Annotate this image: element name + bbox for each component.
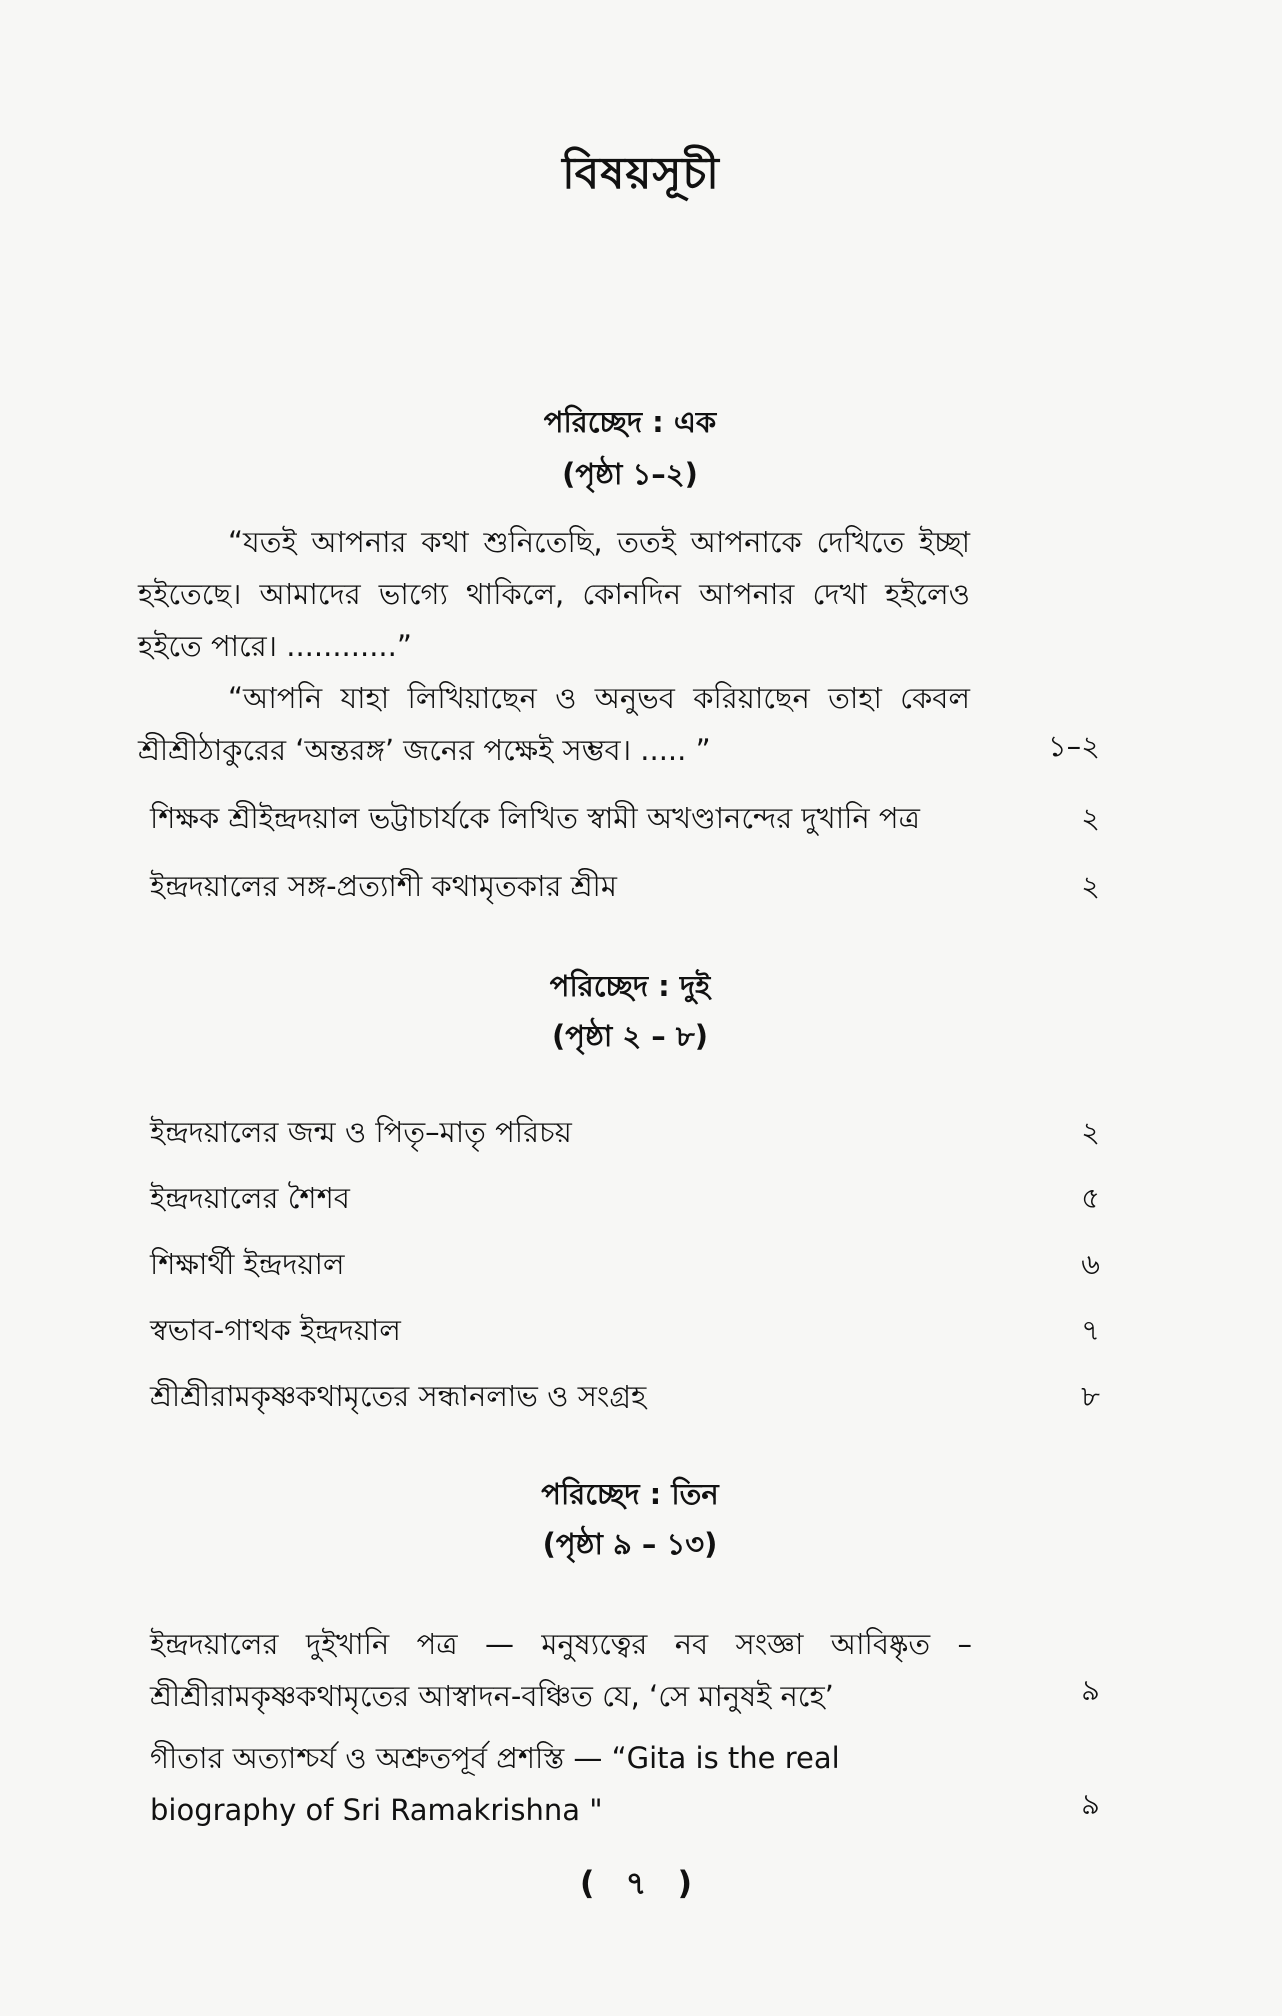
page-title: বিষয়সূচী (562, 148, 720, 199)
quote-1: “যতই আপনার কথা শুনিতেছি, ততই আপনাকে দেখিতে ইচ্ছা হইতেছে। আমাদের ভাগ্যে থাকিলে, কোনদিন আপনার দেখা হইলেও হইতে পারে। ............” (138, 525, 970, 663)
toc-page-number: ২ (1081, 801, 1100, 835)
chapter-2-pages: (পৃষ্ঠা ২ – ৮) (552, 1019, 708, 1053)
chapter-1-quotes (138, 516, 970, 776)
toc-entry: ইন্দ্রদয়ালের সঙ্গ-প্রত্যাশী কথামৃতকার শ্রীম (150, 869, 617, 903)
chapter-2-heading: পরিচ্ছেদ : দুই (549, 969, 711, 1003)
chapter-1-heading: পরিচ্ছেদ : এক (543, 405, 717, 439)
chapter-1-pages: (পৃষ্ঠা ১–২) (562, 457, 698, 491)
quote-page-number: ১–২ (1047, 729, 1100, 763)
toc-page-number: ২ (1081, 1115, 1100, 1149)
toc-entry: শ্রীশ্রীরামকৃষ্ণকথামৃতের সন্ধানলাভ ও সংগ্রহ (150, 1379, 647, 1413)
toc-page-number: ৫ (1081, 1181, 1100, 1215)
toc-page-number: ৭ (1081, 1313, 1100, 1347)
toc-entry: স্বভাব-গাথক ইন্দ্রদয়াল (150, 1313, 401, 1347)
toc-entry: শিক্ষক শ্রীইন্দ্রদয়াল ভট্টাচার্যকে লিখিত স্বামী অখণ্ডানন্দের দুখানি পত্র (150, 801, 920, 835)
chapter-3-pages: (পৃষ্ঠা ৯ – ১৩) (542, 1527, 718, 1561)
chapter-3-heading: পরিচ্ছেদ : তিন (541, 1477, 719, 1511)
quote-2: “আপনি যাহা লিখিয়াছেন ও অনুভব করিয়াছেন তাহা কেবল শ্রীশ্রীঠাকুরের ‘অন্তরঙ্গ’ জনের পক্ষেই সম্ভব। ..... ” (138, 681, 970, 767)
toc-entry: ইন্দ্রদয়ালের শৈশব (150, 1181, 350, 1215)
toc-page-number: ৮ (1081, 1379, 1100, 1413)
toc-entry: ইন্দ্রদয়ালের জন্ম ও পিতৃ–মাতৃ পরিচয় (150, 1115, 572, 1149)
page-number-footer: ( ৭ ) (579, 1864, 703, 1902)
toc-entry: গীতার অত্যাশ্চর্য ও অশ্রুতপূর্ব প্রশস্তি — “Gita is the real biography of Sri Ramakrishna " (150, 1741, 840, 1827)
toc-entry: ইন্দ্রদয়ালের দুইখানি পত্র — মনুষ্যত্বের নব সংজ্ঞা আবিষ্কৃত – শ্রীশ্রীরামকৃষ্ণকথামৃতের আস্বাদন-বঞ্চিত যে, ‘সে মানুষই নহে’ (150, 1627, 972, 1713)
toc-page-number: ৬ (1081, 1247, 1100, 1281)
toc-page-number: ৯ (1081, 1673, 1100, 1707)
toc-page-number: ৯ (1081, 1787, 1100, 1821)
toc-page-number: ২ (1081, 869, 1100, 903)
toc-entry: শিক্ষার্থী ইন্দ্রদয়াল (150, 1247, 345, 1281)
